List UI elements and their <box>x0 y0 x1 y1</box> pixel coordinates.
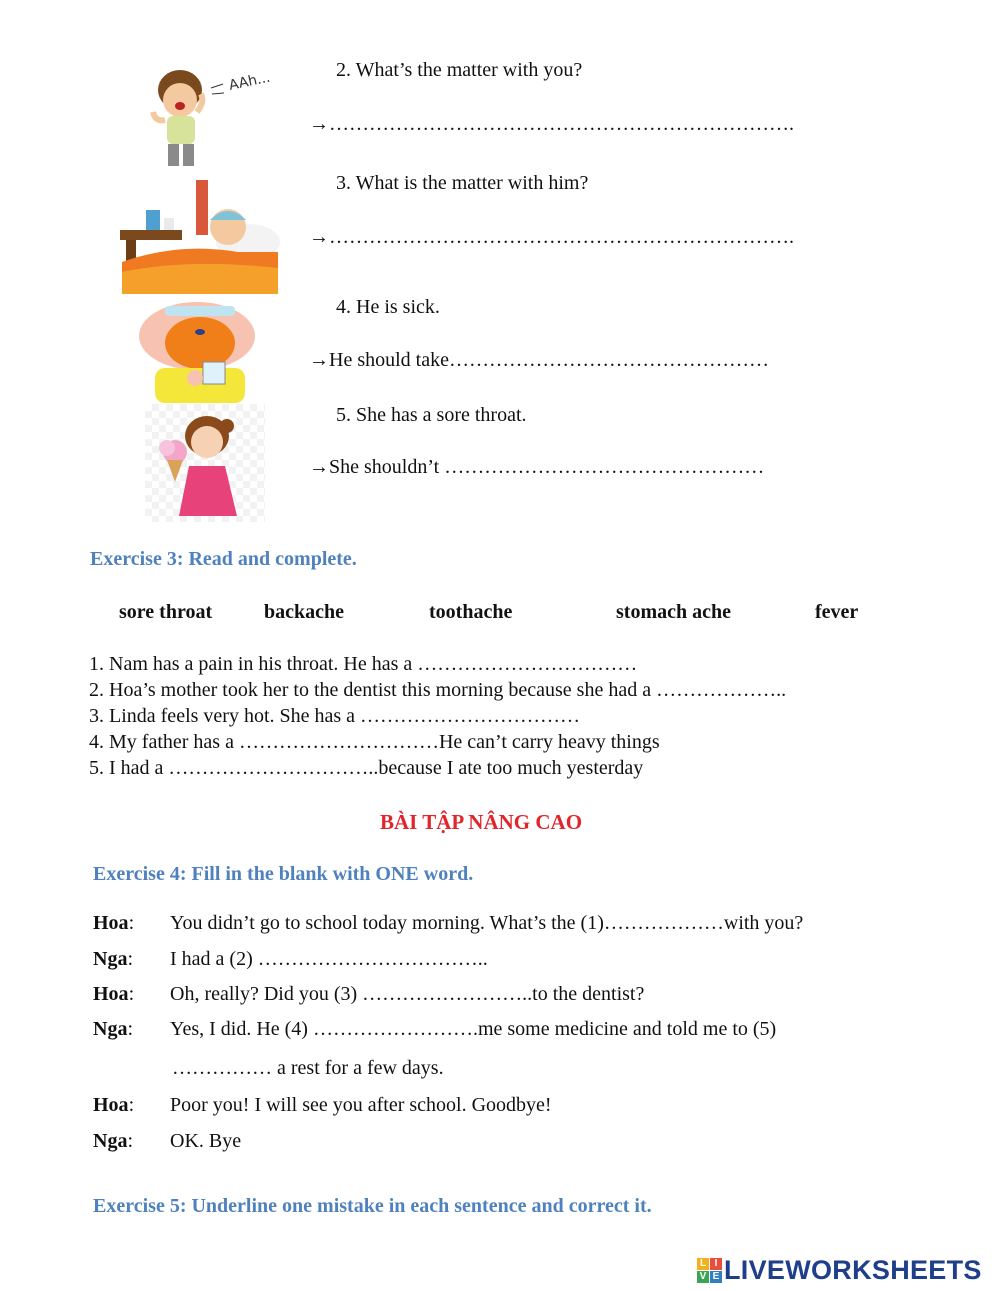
logo-text: LIVEWORKSHEETS <box>724 1255 982 1285</box>
girl-eating-ice-cream-image <box>145 404 265 522</box>
logo-icon: L I V E <box>697 1258 722 1283</box>
dialogue-line: Poor you! I will see you after school. Goodbye! <box>170 1094 552 1116</box>
question-3-answer-line[interactable] <box>309 226 794 249</box>
word-bank-item: backache <box>264 601 344 623</box>
question-4-answer-line[interactable] <box>309 349 769 372</box>
answer-text: She shouldn’t ………………………………………… <box>329 456 765 478</box>
question-5-answer-line[interactable] <box>309 456 764 479</box>
dialogue-line[interactable]: Yes, I did. He (4) …………………….me some medicine and told me to (5) <box>170 1018 777 1040</box>
question-2-answer-line[interactable] <box>309 113 794 136</box>
boy-taking-medicine-image <box>125 298 273 403</box>
exercise-3-item[interactable]: 3. Linda feels very hot. She has a …………………………… <box>89 705 581 727</box>
exercise-3-title: Exercise 3: Read and complete. <box>90 548 357 570</box>
dialogue-line[interactable]: You didn’t go to school today morning. What’s the (1)………………with you? <box>170 912 804 934</box>
dialogue-speaker: Hoa: <box>93 1094 135 1116</box>
exercise-4-title: Exercise 4: Fill in the blank with ONE word. <box>93 863 474 885</box>
dialogue-speaker: Hoa: <box>93 983 135 1005</box>
word-bank-item: stomach ache <box>616 601 731 623</box>
word-bank-item: fever <box>815 601 859 623</box>
boy-toothache-image <box>135 62 285 167</box>
svg-text:AAh...: AAh... <box>227 69 272 94</box>
word-bank-item: sore throat <box>119 601 213 623</box>
dialogue-line[interactable]: I had a (2) …………………………….. <box>170 948 488 970</box>
dialogue-line[interactable]: Oh, really? Did you (3) ……………………..to the dentist? <box>170 983 645 1005</box>
dialogue-speaker: Nga: <box>93 948 134 970</box>
question-5-prompt: 5. She has a sore throat. <box>336 404 527 426</box>
exercise-3-item[interactable]: 1. Nam has a pain in his throat. He has a …………………………… <box>89 653 638 675</box>
answer-text: He should take………………………………………… <box>329 349 769 371</box>
exercise-5-title: Exercise 5: Underline one mistake in each sentence and correct it. <box>93 1195 652 1217</box>
liveworksheets-logo <box>697 1255 982 1286</box>
question-3-prompt: 3. What is the matter with him? <box>336 172 589 194</box>
boy-in-bed-fever-image <box>118 172 283 297</box>
arrow-right-icon: → <box>309 456 329 478</box>
answer-text: ……………………………………………………………. <box>329 113 794 135</box>
question-2-prompt: 2. What’s the matter with you? <box>336 59 583 81</box>
word-bank-item: toothache <box>429 601 513 623</box>
dialogue-speaker: Hoa: <box>93 912 135 934</box>
arrow-right-icon: → <box>309 349 329 371</box>
exercise-3-item[interactable]: 2. Hoa’s mother took her to the dentist this morning because she had a ……………….. <box>89 679 787 701</box>
dialogue-line: OK. Bye <box>170 1130 242 1152</box>
exercise-3-item[interactable]: 4. My father has a …………………………He can’t carry heavy things <box>89 731 660 753</box>
question-4-prompt: 4. He is sick. <box>336 296 440 318</box>
dialogue-speaker: Nga: <box>93 1130 134 1152</box>
exercise-3-item[interactable]: 5. I had a …………………………..because I ate too much yesterday <box>89 757 644 779</box>
dialogue-speaker: Nga: <box>93 1018 134 1040</box>
answer-text: ……………………………………………………………. <box>329 226 794 248</box>
dialogue-line-continuation[interactable]: …………… a rest for a few days. <box>172 1057 444 1079</box>
arrow-right-icon: → <box>309 113 329 135</box>
arrow-right-icon: → <box>309 226 329 248</box>
advanced-exercises-title: BÀI TẬP NÂNG CAO <box>380 810 583 834</box>
